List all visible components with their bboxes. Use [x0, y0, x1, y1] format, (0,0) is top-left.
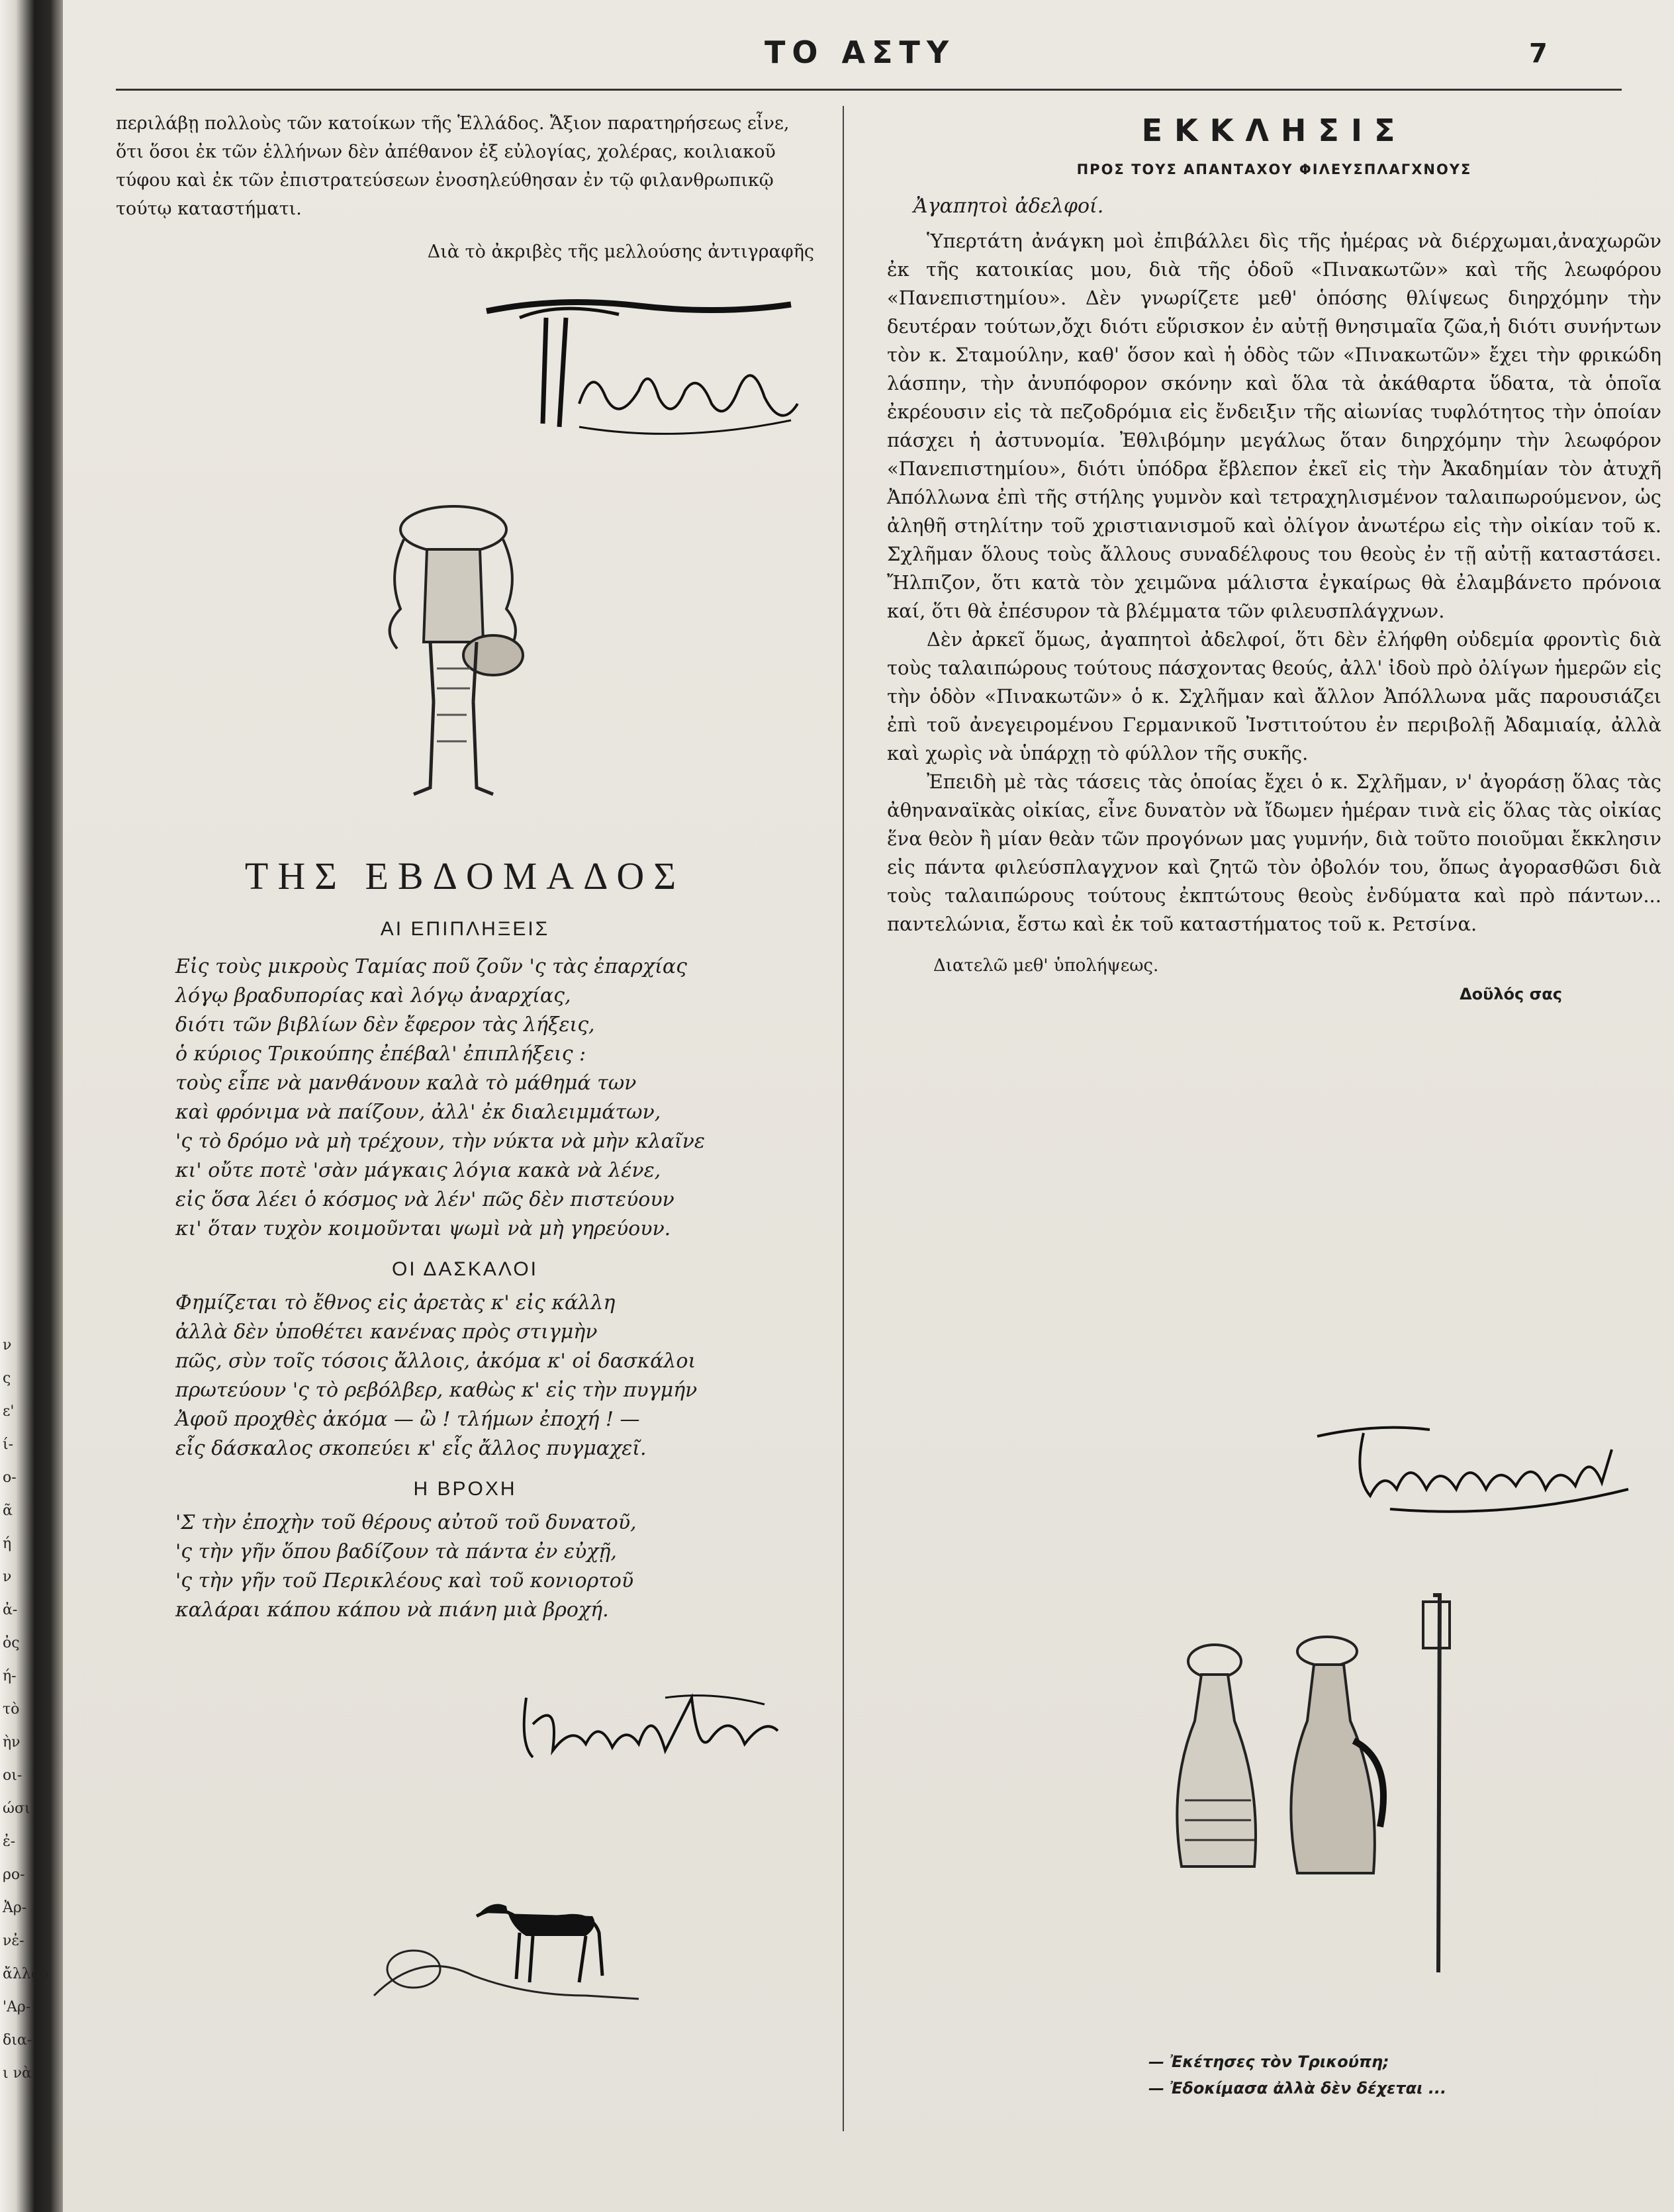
header-rule	[116, 89, 1622, 91]
gutter-fragment: ι νὰ	[3, 2065, 32, 2082]
poem-line: πρωτεύουν 'ς τὸ ρεβόλβερ, καθὼς κ' εἰς τὴν πυγμήν	[175, 1379, 698, 1402]
poem-teachers	[116, 1289, 814, 1463]
appeal-salutation: Ἀγαπητοὶ ἀδελφοί.	[913, 195, 1104, 218]
gutter-fragment: Ἀρ-	[3, 1900, 27, 1916]
poem-line: εἰς ὅσα λέει ὁ κόσμος νὰ λέν' πῶς δὲν πιστεύουν	[175, 1188, 674, 1211]
gutter-fragment: ν	[3, 1569, 12, 1585]
gutter-fragment: ρο-	[3, 1866, 25, 1883]
poem-line: τοὺς εἶπε νὰ μανθάνουν καλὰ τὸ μάθημά των	[175, 1072, 637, 1095]
gutter-fragment: ν	[3, 1337, 12, 1354]
section-title: ΤΗΣ ΕΒΔΟΜΑΔΟΣ	[244, 854, 686, 898]
poem-line: πῶς, σὺν τοῖς τόσοις ἄλλοις, ἀκόμα κ' οἱ δασκάλοι	[175, 1350, 696, 1373]
gutter-fragment: ἐ-	[3, 1833, 16, 1850]
signature-karagiozis	[513, 1684, 798, 1771]
appeal-paragraph: Ὑπερτάτη ἀνάγκη μοὶ ἐπιβάλλει δὶς τῆς ἡμέρας νὰ διέρχωμαι,ἀναχωρῶν ἐκ τῆς κατοικίας μου, διὰ τῆς ὁδοῦ «Πινακωτῶν» καὶ τῆς λεωφόρου «Πανεπιστημίου». Δὲν γνωρίζετε μεθ' ὁπόσης θλίψεως διηρχόμην τὴν δευτέραν τούτων,ὄχι διότι εὕρισκον ἐν αὐτῇ θνησιμαῖα ζῶα,ἡ διότι συνήντων τὸν κ. Σταμούλην, καθ' ὅσον καὶ ἡ ὁδὸς τῶν «Πινακωτῶν» ἔχει τὴν φρικώδη λάσπην, τὴν ἀνυπόφορον σκόνην καὶ ὅλα τὰ ἀκάθαρτα ὕδατα, τὰ ὁποῖα ἐκρέουσιν εἰς τὰ πεζοδρόμια εἰς ἔνδειξιν τῆς αἰωνίας τυφλότητος τὴν ὁποίαν πάσχει ἡ ἀστυνομία. Ἐθλιβόμην μεγάλως ὅταν διηρχόμην τὴν λεωφόρον «Πανεπιστημίου», διότι ὑπόδρα ἔβλεπον ἐκεῖ εἰς τὴν Ἀκαδημίαν τὸν ἀτυχῆ Ἀπόλλωνα ἐπὶ τῆς στήλης γυμνὸν καὶ τετραχηλισμένον ταλαιπωρούμενον, ὡς ἀληθῆ στηλίτην τοῦ χριστιανισμοῦ καὶ ὀλίγον ἀνωτέρω εἰς τὴν οἰκίαν τοῦ κ. Σχλῆμαν ὅλους τοὺς ἄλλους συναδέλφους του θεοὺς ἐν τῇ αὐτῇ καταστάσει. Ἤλπιζον, ὅτι κατὰ τὸν χειμῶνα μάλιστα ἐγκαίρως θὰ ἐλαμβάνετο πρόνοια καί, ὅτι θὰ ἐπέσυρον τὰ βλέμματα τῶν φιλευσπλάγχνων.	[887, 230, 1661, 622]
column-divider	[843, 106, 844, 2131]
signature-karagiozis-drawing	[513, 1684, 798, 1771]
poem-line: ἀλλὰ δὲν ὑποθέτει κανένας πρὸς στιγμὴν	[175, 1320, 598, 1344]
subheading-rain: Η ΒΡΟΧΗ	[413, 1478, 517, 1500]
gutter-fragment: τὸ	[3, 1701, 20, 1718]
poem-line: 'ς τὴν γῆν ὅπου βαδίζουν τὰ πάντα ἐν εὐχῇ,	[175, 1540, 617, 1563]
signature-pelargos-drawing	[480, 291, 811, 443]
appeal-subtitle: ΠΡΟΣ ΤΟΥΣ ΑΠΑΝΤΑΧΟΥ ΦΙΛΕΥΣΠΛΑΓΧΝΟΥΣ	[1076, 161, 1472, 177]
caption-line: — Ἐδοκίμασα ἀλλὰ δὲν δέχεται ...	[1148, 2079, 1447, 2097]
juggler-figure-drawing	[341, 503, 566, 821]
gutter-fragment: νἐ-	[3, 1933, 24, 1949]
intro-paragraph	[116, 109, 814, 223]
poem-line: εἷς δάσκαλος σκοπεύει κ' εἷς ἄλλος πυγμαχεῖ.	[175, 1437, 647, 1460]
gutter-fragment: ἄλλου	[3, 1966, 49, 1982]
illustration-caption	[1148, 2049, 1612, 2101]
two-ladies-illustration	[1129, 1589, 1499, 1972]
gutter-fragment: 'Αρ-	[3, 1999, 31, 2015]
gutter-fragment: ε'	[3, 1403, 15, 1420]
intro-line: τούτῳ καταστήματι.	[116, 199, 302, 219]
poem-rain	[116, 1508, 814, 1625]
masthead-title: ΤΟ ΑΣΤΥ	[765, 34, 956, 70]
signature-tsopanakos-drawing	[1311, 1410, 1642, 1529]
caption-line: — Ἐκέτησες τὸν Τρικούπη;	[1148, 2052, 1389, 2071]
poem-line: κι' ὅταν τυχὸν κοιμοῦνται ψωμὶ νὰ μὴ γηρεύουν.	[175, 1217, 671, 1240]
appeal-paragraph: Ἐπειδὴ μὲ τὰς τάσεις τὰς ὁποίας ἔχει ὁ κ. Σχλῆμαν, ν' ἀγοράσῃ ὅλας τὰς ἀθηναναϊκὰς οἰκίας, εἶνε δυνατὸν νὰ ἴδωμεν ἡμέραν τινὰ εἰς ὅλας τὰς οἰκίας ἕνα θεὸν ἢ μίαν θεὰν τῶν προγόνων μας γυμνήν, διὰ τοῦτο ποιοῦμαι ἔκκλησιν εἰς πάντα φιλεύσπλαγχνον καὶ ζητῶ τὸν ὀβολόν του, ὅπως ἀγορασθῶσι διὰ τοὺς ταλαιπώρους τούτους ἐκπτώτους θεοὺς ἐνδύματα καὶ πρὸ πάντων... παντελώνια, ἔστω καὶ ἐκ τοῦ καταστήματος τοῦ κ. Ρετσίνα.	[887, 770, 1661, 935]
gutter-fragment: ᾶ	[3, 1502, 13, 1519]
gutter-fragment: ή	[3, 1536, 12, 1552]
intro-line: περιλάβῃ πολλοὺς τῶν κατοίκων τῆς Ἑλλάδος. Ἄξιον παρατηρήσεως εἶνε,	[116, 113, 790, 134]
poem-line: κι' οὔτε ποτὲ 'σὰν μάγκαις λόγια κακὰ νὰ λένε,	[175, 1159, 661, 1182]
appeal-paragraph: Δὲν ἀρκεῖ ὅμως, ἀγαπητοὶ ἀδελφοί, ὅτι δὲν ἐλήφθη οὐδεμία φροντὶς διὰ τοὺς ταλαιπώρους τούτους πάσχοντας θεούς, ἀλλ' ἰδοὺ πρὸ ὀλίγων ἡμερῶν εἰς τὴν ὁδὸν «Πινακωτῶν» ὁ κ. Σχλῆμαν καὶ ἄλλον Ἀπόλλωνα μᾶς παρουσιάζει ἐπὶ τοῦ ἀνεγειρομένου Γερμανικοῦ Ἰνστιτούτου ἐν περιβολῇ Ἀδαμιαίᾳ, ἀλλὰ καὶ χωρὶς νὰ ὑπάρχῃ τὸ φύλλον τῆς συκῆς.	[887, 628, 1661, 764]
poem-line: 'ς τὴν γῆν τοῦ Περικλέους καὶ τοῦ κονιορτοῦ	[175, 1569, 634, 1592]
poem-line: λόγῳ βραδυπορίας καὶ λόγῳ ἀναρχίας,	[175, 984, 571, 1007]
gutter-fragment: οι-	[3, 1767, 23, 1784]
sleeper-dog-illustration	[367, 1896, 645, 2012]
book-binding-gutter	[0, 0, 63, 2212]
gutter-fragment: ὀς	[3, 1635, 20, 1651]
signature-tsopanakos	[1311, 1410, 1642, 1529]
poem-line: Ἀφοῦ προχθὲς ἀκόμα — ὢ ! τλήμων ἐποχή ! —	[175, 1408, 640, 1431]
subheading-teachers: ΟΙ ΔΑΣΚΑΛΟΙ	[391, 1258, 539, 1280]
appeal-title: ΕΚΚΛΗΣΙΣ	[1141, 113, 1407, 148]
appeal-closing: Διατελῶ μεθ' ὑπολήψεως.	[933, 956, 1159, 976]
two-ladies-drawing	[1129, 1589, 1499, 1972]
juggler-illustration	[341, 503, 566, 821]
page-number: 7	[1529, 38, 1548, 69]
newspaper-page	[63, 0, 1674, 2212]
intro-line: τύφου καὶ ἐκ τῶν ἐπιστρατεύσεων ἐνοσηλεύθησαν ἐν τῷ φιλανθρωπικῷ	[116, 170, 774, 191]
gutter-fragment: ὴν	[3, 1734, 21, 1751]
signature-pelargos	[480, 291, 811, 443]
gutter-fragment: ἀ-	[3, 1602, 18, 1618]
gutter-fragment: ο-	[3, 1469, 17, 1486]
sleeper-dog-drawing	[367, 1896, 645, 2012]
gutter-fragment: δια-	[3, 2032, 32, 2049]
poem-line: 'Σ τὴν ἐποχὴν τοῦ θέρους αὐτοῦ τοῦ δυνατοῦ,	[175, 1511, 637, 1534]
copy-note: Διὰ τὸ ἀκριβὲς τῆς μελλούσης ἀντιγραφῆς	[427, 242, 814, 262]
appeal-servant: Δοῦλός σας	[1460, 985, 1562, 1003]
poem-line: καὶ φρόνιμα νὰ παίζουν, ἀλλ' ἐκ διαλειμμάτων,	[175, 1101, 661, 1124]
gutter-fragment: ς	[3, 1370, 11, 1387]
poem-line: διότι τῶν βιβλίων δὲν ἔφερον τὰς λήξεις,	[175, 1013, 595, 1037]
poem-line: καλάραι κάπου κάπου νὰ πιάνη μιὰ βροχή.	[175, 1598, 609, 1622]
intro-line: ὅτι ὅσοι ἐκ τῶν ἑλλήνων δὲν ἀπέθανον ἐξ εὐλογίας, χολέρας, κοιλιακοῦ	[116, 142, 776, 162]
gutter-fragment: ί-	[3, 1436, 14, 1453]
gutter-fragment: ώσι	[3, 1800, 30, 1817]
right-column	[887, 113, 1661, 1009]
weekly-section	[116, 854, 814, 1625]
poem-line: 'ς τὸ δρόμο νὰ μὴ τρέχουν, τὴν νύκτα νὰ μὴν κλαῖνε	[175, 1130, 705, 1153]
poem-reprimands	[116, 952, 814, 1244]
subheading-reprimands: ΑΙ ΕΠΙΠΛΗΞΕΙΣ	[380, 918, 550, 940]
poem-line: Εἰς τοὺς μικροὺς Ταμίας ποῦ ζοῦν 'ς τὰς ἐπαρχίας	[175, 955, 687, 978]
poem-line: Φημίζεται τὸ ἔθνος εἰς ἀρετὰς κ' εἰς κάλλη	[175, 1291, 616, 1314]
gutter-fragment: ή-	[3, 1668, 17, 1684]
poem-line: ὁ κύριος Τρικούπης ἐπέβαλ' ἐπιπλήξεις :	[175, 1042, 586, 1066]
left-column	[116, 109, 814, 266]
